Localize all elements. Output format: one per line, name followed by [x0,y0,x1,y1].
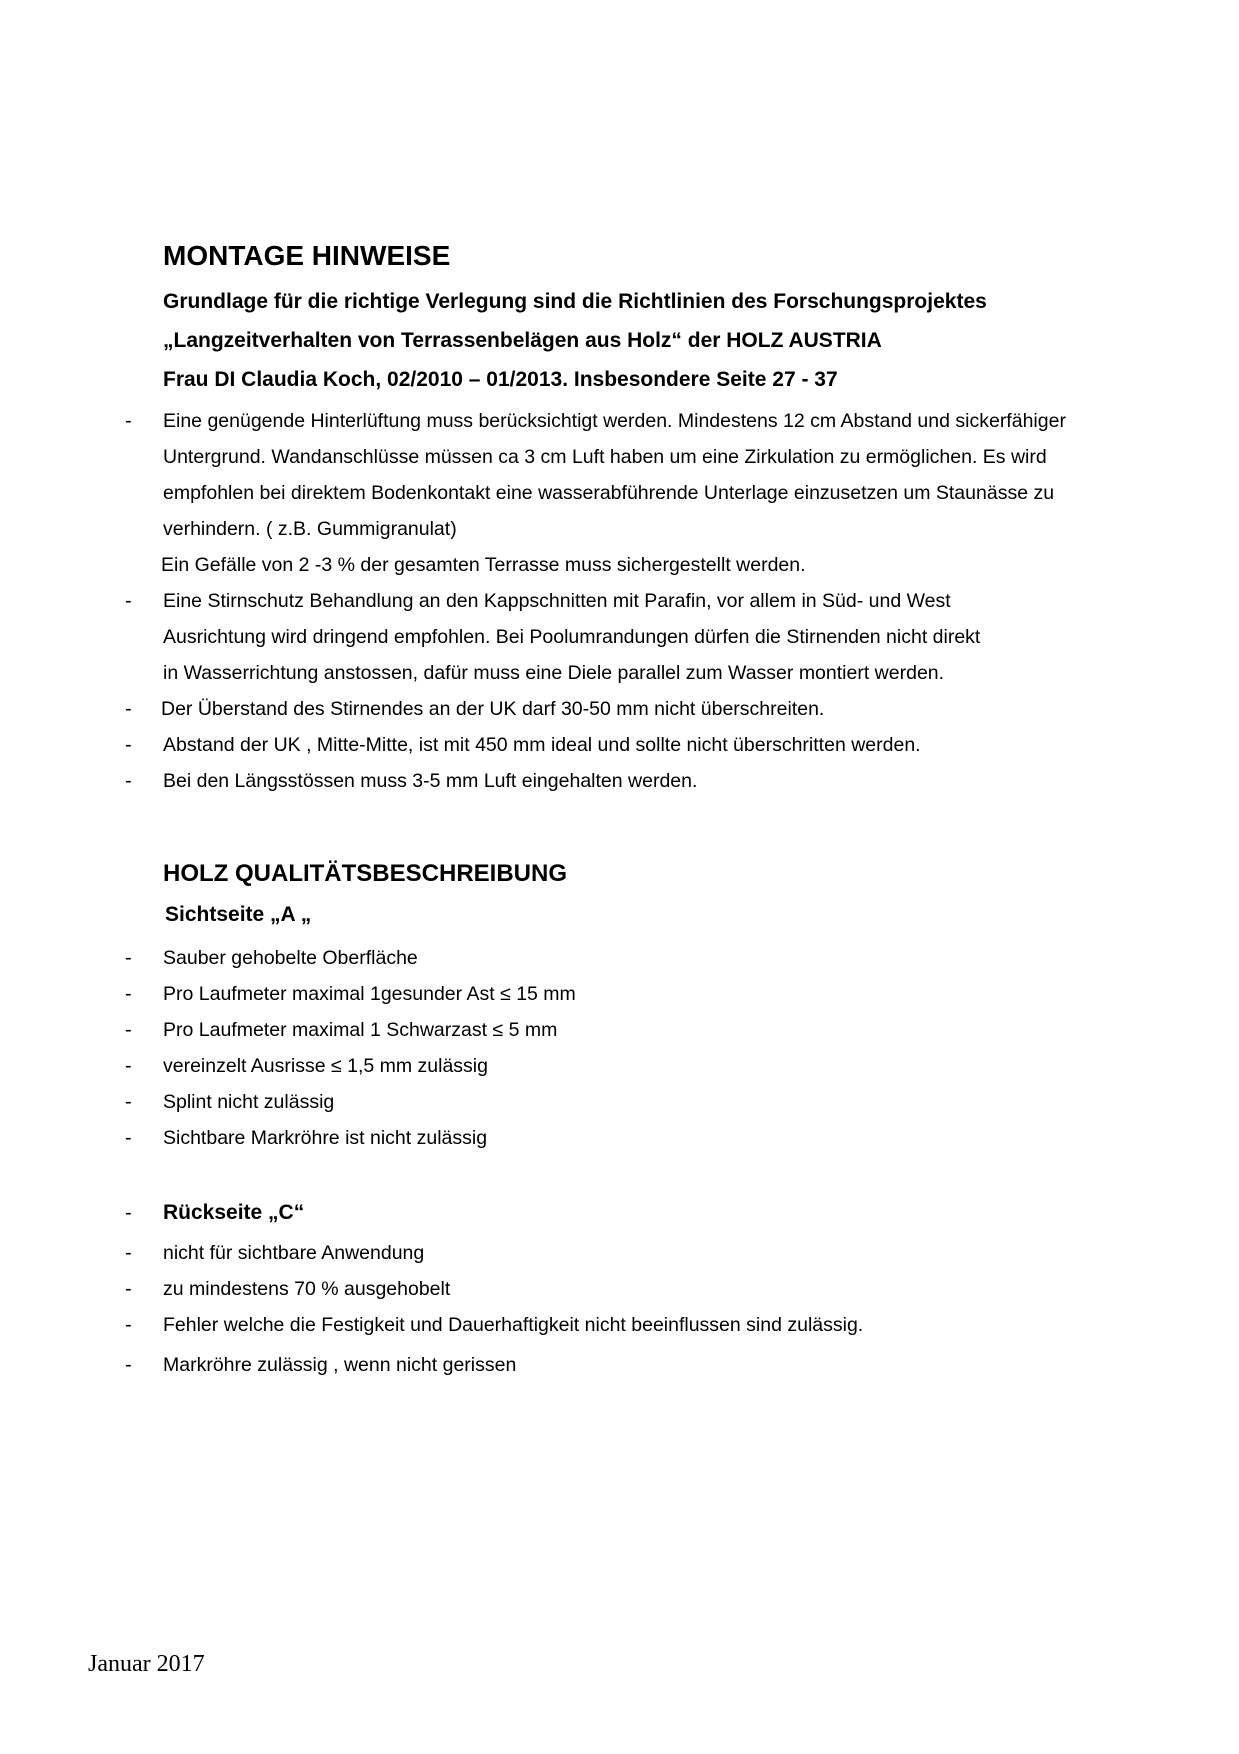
list-dash: - [125,1091,132,1113]
montage-line [0,655,1239,691]
list-text: Sichtbare Markröhre ist nicht zulässig [163,1127,488,1149]
list-item [0,1084,1239,1120]
side-c-heading: Rückseite „C“ [163,1201,305,1224]
list-dash: - [125,590,132,612]
montage-line [0,583,1239,619]
montage-line [0,763,1239,799]
list-text: Ausrichtung wird dringend empfohlen. Bei Poolumrandungen dürfen die Stirnenden nicht direkt [163,626,981,648]
list-item [0,1048,1239,1084]
list-dash: - [125,1055,132,1077]
list-dash: - [125,410,132,432]
list-text: Abstand der UK , Mitte-Mitte, ist mit 450 mm ideal und sollte nicht überschritten werden. [163,734,921,756]
montage-title: MONTAGE HINWEISE [163,240,451,271]
list-item [0,1347,1239,1383]
list-text: verhindern. ( z.B. Gummigranulat) [163,518,457,540]
list-item [0,1120,1239,1156]
list-text: Bei den Längsstössen muss 3-5 mm Luft eingehalten werden. [163,770,698,792]
montage-line [0,475,1239,511]
list-dash: - [125,1242,132,1264]
list-text: zu mindestens 70 % ausgehobelt [163,1278,451,1300]
side-c-heading-row [0,1195,1239,1231]
montage-subtitle-line-1: Grundlage für die richtige Verlegung sind die Richtlinien des Forschungsprojektes [163,290,987,313]
list-text: Der Überstand des Stirnendes an der UK darf 30-50 mm nicht überschreiten. [161,698,825,720]
montage-subtitle-line-3: Frau DI Claudia Koch, 02/2010 – 01/2013. Insbesondere Seite 27 - 37 [163,368,838,391]
list-dash: - [125,734,132,756]
list-item [0,940,1239,976]
list-text: Sauber gehobelte Oberfläche [163,947,418,969]
list-text: Ein Gefälle von 2 -3 % der gesamten Terrasse muss sichergestellt werden. [161,554,806,576]
list-dash: - [125,983,132,1005]
list-text: nicht für sichtbare Anwendung [163,1242,425,1264]
montage-line [0,619,1239,655]
list-dash: - [125,1278,132,1300]
montage-subtitle-line-2: „Langzeitverhalten von Terrassenbelägen aus Holz“ der HOLZ AUSTRIA [163,329,882,352]
montage-line [0,727,1239,763]
list-item [0,1307,1239,1343]
montage-line [0,691,1239,727]
list-text: in Wasserrichtung anstossen, dafür muss eine Diele parallel zum Wasser montiert werden. [163,662,945,684]
list-dash: - [125,1314,132,1336]
quality-title: HOLZ QUALITÄTSBESCHREIBUNG [163,860,567,887]
montage-line [0,547,1239,583]
list-text: Markröhre zulässig , wenn nicht gerissen [163,1354,517,1376]
list-dash: - [125,698,132,720]
list-item [0,1012,1239,1048]
montage-line [0,403,1239,439]
list-dash: - [125,1127,132,1149]
list-text: Pro Laufmeter maximal 1 Schwarzast ≤ 5 mm [163,1019,558,1041]
list-text: Eine Stirnschutz Behandlung an den Kappschnitten mit Parafin, vor allem in Süd- und West [163,590,951,612]
list-text: Splint nicht zulässig [163,1091,335,1113]
side-a-heading: Sichtseite „A „ [165,903,312,926]
list-dash: - [125,1019,132,1041]
list-text: vereinzelt Ausrisse ≤ 1,5 mm zulässig [163,1055,488,1077]
list-text: Untergrund. Wandanschlüsse müssen ca 3 cm Luft haben um eine Zirkulation zu ermöglichen. Es wird [163,446,1047,468]
list-text: Fehler welche die Festigkeit und Dauerhaftigkeit nicht beeinflussen sind zulässig. [163,1314,864,1336]
list-dash: - [125,947,132,969]
list-item [0,1271,1239,1307]
list-item [0,976,1239,1012]
list-dash: - [125,1202,132,1224]
list-text: empfohlen bei direktem Bodenkontakt eine wasserabführende Unterlage einzusetzen um Staunässe zu [163,482,1055,504]
montage-line [0,439,1239,475]
list-text: Pro Laufmeter maximal 1gesunder Ast ≤ 15 mm [163,983,576,1005]
list-text: Eine genügende Hinterlüftung muss berücksichtigt werden. Mindestens 12 cm Abstand und sickerfähiger [163,410,1066,432]
list-item [0,1235,1239,1271]
list-dash: - [125,770,132,792]
page-footer-date: Januar 2017 [88,1651,205,1677]
list-dash: - [125,1354,132,1376]
montage-line [0,511,1239,547]
